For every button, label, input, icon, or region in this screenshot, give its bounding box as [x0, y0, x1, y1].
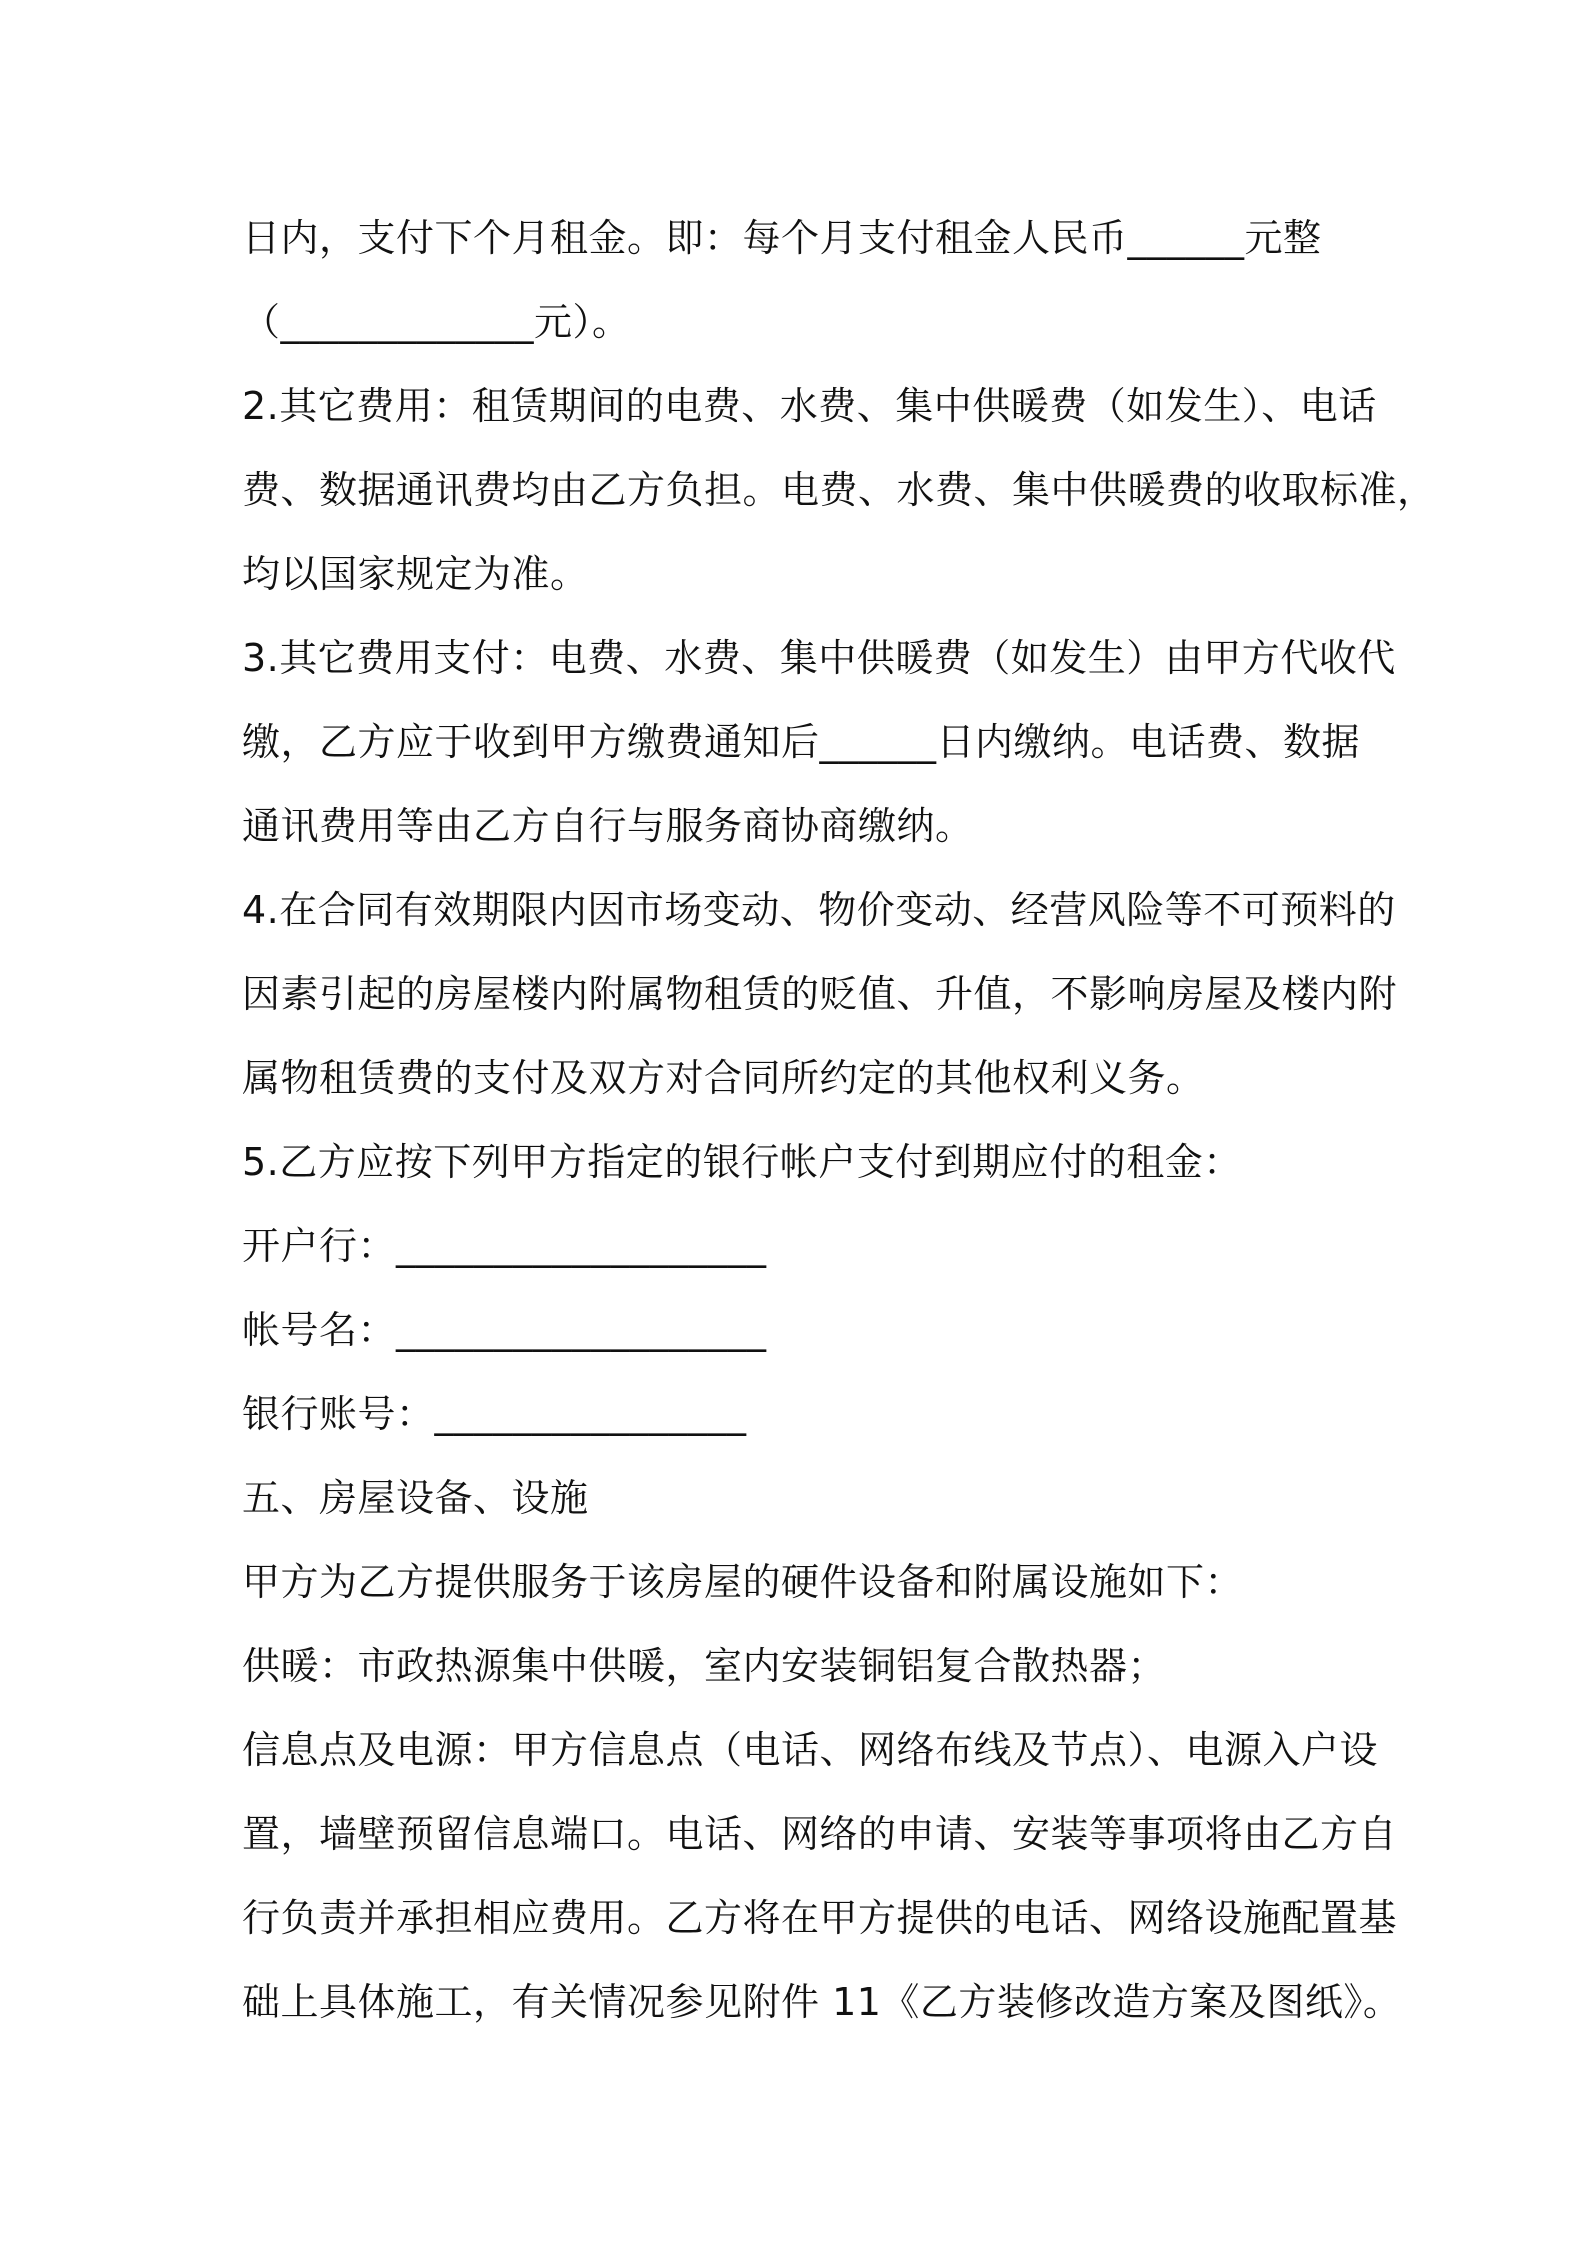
- text-line: 因素引起的房屋楼内附属物租赁的贬值、升值，不影响房屋及楼内附: [242, 972, 1398, 1016]
- text-line: 通讯费用等由乙方自行与服务商协商缴纳。: [242, 804, 974, 848]
- bank-field-line: 银行账号：________________: [242, 1392, 747, 1436]
- text-line: 甲方为乙方提供服务于该房屋的硬件设备和附属设施如下：: [242, 1560, 1244, 1604]
- section-heading: 五、房屋设备、设施: [242, 1476, 589, 1520]
- text-line: 费、数据通讯费均由乙方负担。电费、水费、集中供暖费的收取标准，: [242, 468, 1436, 512]
- contract-text: [242, 196, 1436, 2044]
- bank-field-line: 帐号名：___________________: [242, 1308, 767, 1352]
- text-line: （_____________元）。: [242, 300, 631, 344]
- text-line: 均以国家规定为准。: [242, 552, 589, 596]
- text-line: 3.其它费用支付：电费、水费、集中供暖费（如发生）由甲方代收代: [242, 636, 1396, 680]
- text-line: 置，墙壁预留信息端口。电话、网络的申请、安装等事项将由乙方自: [242, 1812, 1398, 1856]
- text-line: 础上具体施工，有关情况参见附件 11《乙方装修改造方案及图纸》。: [242, 1980, 1402, 2024]
- text-line: 日内，支付下个月租金。即：每个月支付租金人民币______元整: [242, 216, 1322, 260]
- text-line: 5.乙方应按下列甲方指定的银行帐户支付到期应付的租金：: [242, 1140, 1242, 1184]
- text-line: 信息点及电源：甲方信息点（电话、网络布线及节点）、电源入户设: [242, 1728, 1379, 1772]
- bank-field-line: 开户行：___________________: [242, 1224, 767, 1268]
- text-line: 2.其它费用：租赁期间的电费、水费、集中供暖费（如发生）、电话: [242, 384, 1377, 428]
- text-line: 行负责并承担相应费用。乙方将在甲方提供的电话、网络设施配置基: [242, 1896, 1398, 1940]
- text-line: 属物租赁费的支付及双方对合同所约定的其他权利义务。: [242, 1056, 1205, 1100]
- text-line: 4.在合同有效期限内因市场变动、物价变动、经营风险等不可预料的: [242, 888, 1396, 932]
- text-line: 缴，乙方应于收到甲方缴费通知后______日内缴纳。电话费、数据: [242, 720, 1361, 764]
- text-line: 供暖：市政热源集中供暖，室内安装铜铝复合散热器；: [242, 1644, 1167, 1688]
